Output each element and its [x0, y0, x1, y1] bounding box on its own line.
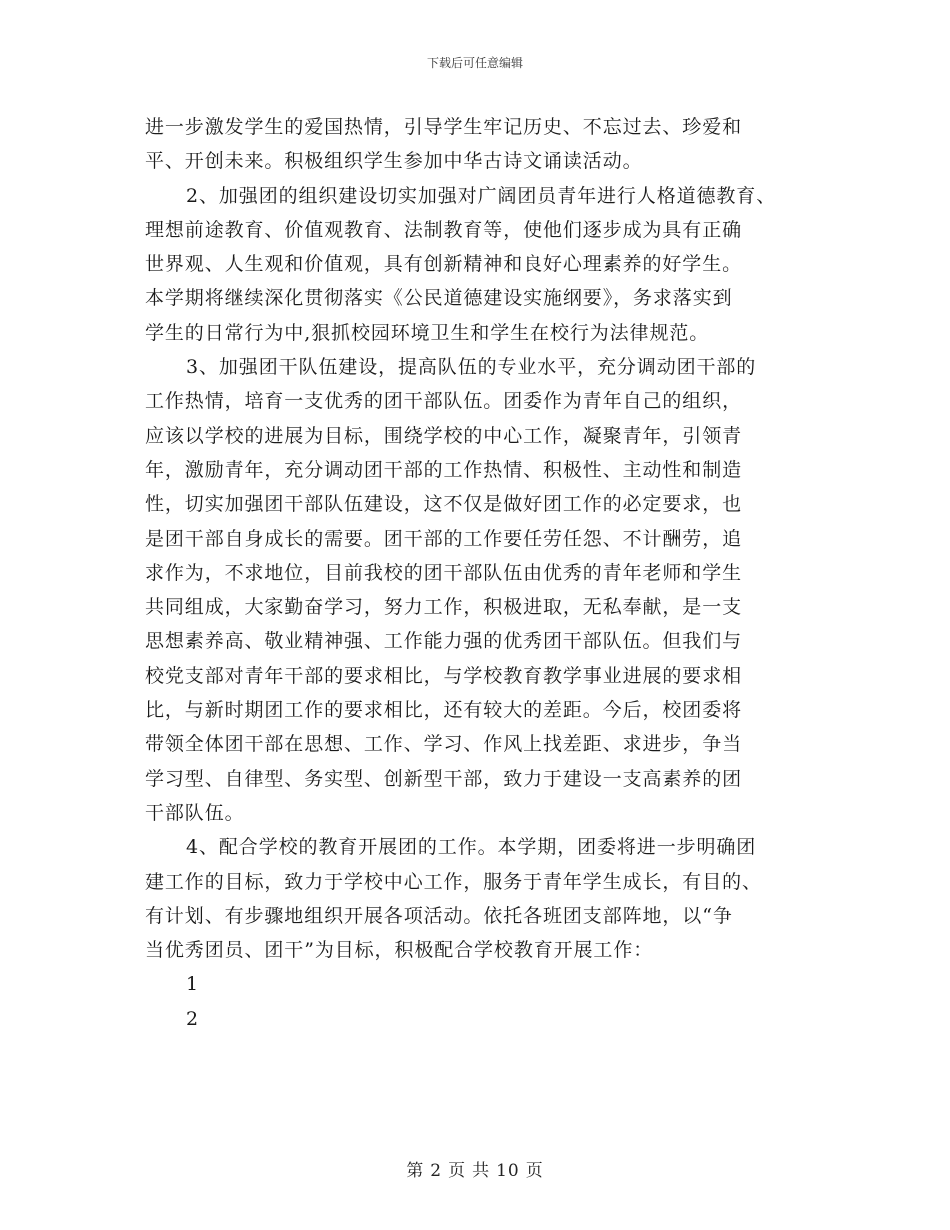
text-line: 带领全体团干部在思想、工作、学习、作风上找差距、求进步，争当 [145, 733, 743, 756]
page-footer [0, 1156, 950, 1181]
text-line: 世界观、人生观和价值观，具有创新精神和良好心理素养的好学生。 [145, 253, 743, 276]
current-page-number: 2 [430, 1161, 443, 1181]
text-line: 干部队伍。 [145, 801, 245, 824]
text-line: 3、加强团干队伍建设，提高队伍的专业水平，充分调动团干部的 [186, 356, 757, 379]
text-line: 4、配合学校的教育开展团的工作。本学期，团委将进一步明确团 [186, 836, 757, 859]
footer-page-word: 页 [448, 1161, 467, 1181]
document-body [145, 110, 845, 1036]
header-note: 下载后可任意编辑 [426, 56, 523, 70]
text-line: 思想素养高、敬业精神强、工作能力强的优秀团干部队伍。但我们与 [145, 630, 743, 653]
text-line: 当优秀团员、团干”为目标，积极配合学校教育开展工作： [145, 939, 654, 962]
text-line: 有计划、有步骤地组织开展各项活动。依托各班团支部阵地，以“争 [145, 904, 733, 927]
text-line: 应该以学校的进展为目标，围绕学校的中心工作，凝聚青年，引领青 [145, 424, 743, 447]
text-line: 比，与新时期团工作的要求相比，还有较大的差距。今后，校团委将 [145, 699, 743, 722]
text-line: 2、加强团的组织建设切实加强对广阔团员青年进行人格道德教育、 [186, 184, 777, 207]
text-line: 年，激励青年，充分调动团干部的工作热情、积极性、主动性和制造 [145, 458, 743, 481]
text-line: 校党支部对青年干部的要求相比，与学校教育教学事业进展的要求相 [145, 664, 743, 687]
text-line: 理想前途教育、价值观教育、法制教育等，使他们逐步成为具有正确 [145, 218, 743, 241]
footer-suffix: 页 [525, 1161, 544, 1181]
list-number: 1 [186, 973, 199, 996]
text-line: 本学期将继续深化贯彻落实《公民道德建设实施纲要》，务求落实到 [145, 287, 733, 310]
footer-total-word: 共 [472, 1161, 491, 1181]
list-number: 2 [186, 1007, 199, 1030]
text-line: 求作为，不求地位，目前我校的团干部队伍由优秀的青年老师和学生 [145, 561, 743, 584]
text-line: 共同组成，大家勤奋学习，努力工作，积极进取，无私奉献，是一支 [145, 596, 743, 619]
text-line: 进一步激发学生的爱国热情，引导学生牢记历史、不忘过去、珍爱和 [145, 116, 743, 138]
text-line: 平、开创未来。积极组织学生参加中华古诗文诵读活动。 [145, 150, 643, 173]
footer-prefix: 第 [406, 1161, 425, 1181]
total-pages-number: 10 [496, 1161, 520, 1181]
text-line: 是团干部自身成长的需要。团干部的工作要任劳任怨、不计酬劳，追 [145, 527, 743, 550]
text-line: 学习型、自律型、务实型、创新型干部，致力于建设一支高素养的团 [145, 767, 743, 790]
text-line: 学生的日常行为中,狠抓校园环境卫生和学生在校行为法律规范。 [145, 321, 710, 344]
text-line: 性，切实加强团干部队伍建设，这不仅是做好团工作的必定要求，也 [145, 493, 743, 516]
text-line: 工作热情，培育一支优秀的团干部队伍。团委作为青年自己的组织， [145, 390, 743, 413]
text-line: 建工作的目标，致力于学校中心工作，服务于青年学生成长，有目的、 [145, 870, 762, 893]
